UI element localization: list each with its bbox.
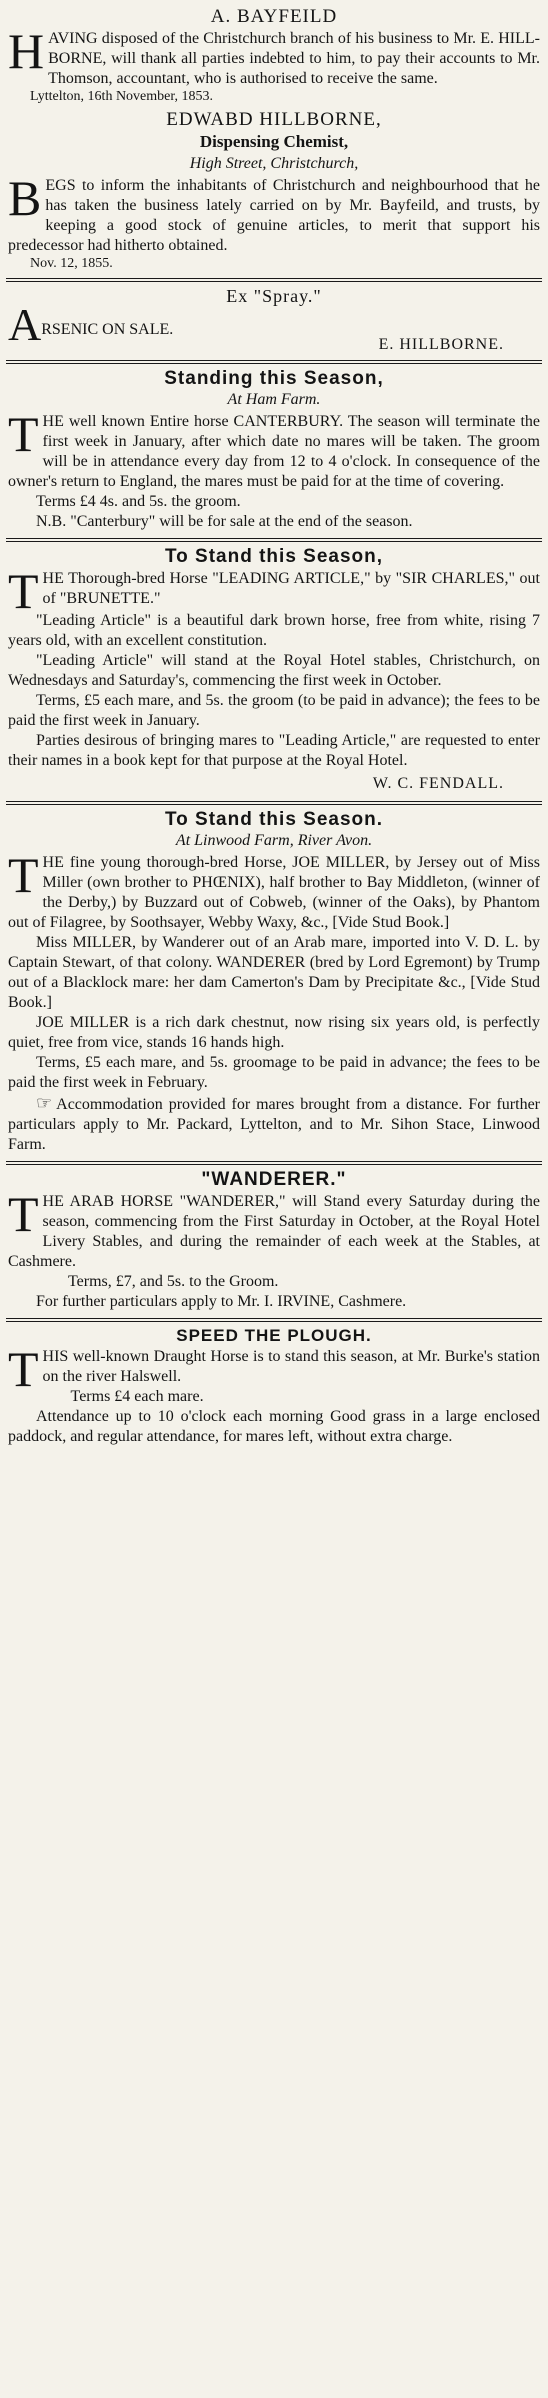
ad-paragraph: For further particulars apply to Mr. I. IRVINE, Cashmere. xyxy=(36,1293,407,1310)
drop-cap: T xyxy=(8,406,39,462)
ad-title: EDWABD HILLBORNE, xyxy=(166,109,382,130)
ad-paragraph: THE fine young thorough-bred Horse, JOE MILLER, by Jersey out of Miss Miller (own brother to PHŒNIX), half brother to Bay Middleton, (winner of the Derby,) by Buzzard out of Cobweb, (winner of the Oaks), by Phantom out of Filagree, by Soothsayer, Webby Waxy, &c., [Vide Stud Book.] xyxy=(8,847,540,931)
drop-cap: T xyxy=(8,563,39,619)
drop-cap: T xyxy=(8,1341,39,1397)
ad-paragraph: THE well known Entire horse CANTERBURY. The season will terminate the first week in January, after which date no mares will be taken. The groom will be in attendance every day from 12 to 4 o'clock. In consequence of the owner's return to England, the mares must be paid for at the time of covering. xyxy=(8,406,540,490)
ad-paragraph: Miss MILLER, by Wanderer out of an Arab mare, imported into V. D. L. by Captain Stewart, of that colony. WANDERER (bred by Lord Egremont) by Trump out of a Blacklock mare: her dam Camerton's Dam by Precipitate &c., [Vide Stud Book.] xyxy=(8,934,540,1011)
ad-title: Ex "Spray." xyxy=(226,286,322,306)
signature: E. HILLBORNE. xyxy=(378,336,504,353)
ad-subtitle: At Ham Farm. xyxy=(227,391,321,408)
ad-paragraph: N.B. "Canterbury" will be for sale at the end of the season. xyxy=(36,513,413,530)
ad-paragraph: Parties desirous of bringing mares to "Leading Article," are requested to enter their names in a book kept for that purpose at the Royal Hotel. xyxy=(8,732,540,769)
ad-body: ARSENIC ON SALE. xyxy=(8,299,174,350)
drop-cap: H xyxy=(8,23,45,79)
ad-paragraph: THIS well-known Draught Horse is to stand this season, at Mr. Burke's station on the river Halswell. xyxy=(8,1341,540,1397)
ad-terms: Terms, £5 each mare, and 5s. the groom (to be paid in advance); the fees to be paid the first week in January. xyxy=(8,692,540,729)
ad-hillborne xyxy=(6,109,542,272)
ad-arsenic xyxy=(6,286,542,354)
ad-speed-the-plough xyxy=(6,1326,542,1447)
ad-subtitle: At Linwood Farm, River Avon. xyxy=(175,832,373,849)
ad-body: HAVING disposed of the Christchurch branch of his business to Mr. E. HILL-BORNE, will thank all parties indebted to him, to pay their accounts to Mr. Thomson, accountant, who is authorised to receive the same. xyxy=(8,23,540,87)
ad-title: To Stand this Season. xyxy=(164,809,384,830)
divider xyxy=(6,278,542,282)
ad-paragraph: ☞ Accommodation provided for mares brought from a distance. For further particulars apply to Mr. Packard, Lyttelton, and to Mr. Sihon Stace, Linwood Farm. xyxy=(8,1093,540,1153)
ad-paragraph: THE ARAB HORSE "WANDERER," will Stand every Saturday during the season, commencing from the First Saturday in October, at the Royal Hotel Livery Stables, and during the remainder of each week at the Stables, at Cashmere. xyxy=(8,1186,540,1270)
drop-cap: T xyxy=(8,1186,39,1242)
ad-body: BEGS to inform the inhabitants of Christchurch and neighbourhood that he has taken the business lately carried on by Mr. Bayfeild, and trusts, by keeping a good stock of genuine articles, to merit that support his predecessor had hitherto obtained. xyxy=(8,170,540,254)
ad-terms: Terms, £5 each mare, and 5s. groomage to be paid in advance; the fees to be paid the first week in February. xyxy=(8,1054,540,1091)
ad-terms: Terms, £7, and 5s. to the Groom. xyxy=(68,1273,279,1290)
ad-title: SPEED THE PLOUGH. xyxy=(176,1326,372,1345)
signature: W. C. FENDALL. xyxy=(372,775,504,792)
dateline: Lyttelton, 16th November, 1853. xyxy=(30,89,213,104)
ad-title: "WANDERER." xyxy=(201,1169,347,1190)
pointing-hand-icon: ☞ xyxy=(36,1093,53,1113)
divider xyxy=(6,1318,542,1322)
ad-terms: Terms £4 4s. and 5s. the groom. xyxy=(36,493,241,510)
ad-paragraph: THE Thorough-bred Horse "LEADING ARTICLE," by "SIR CHARLES," out of "BRUNETTE." xyxy=(8,563,540,619)
ad-bayfeild xyxy=(6,6,542,105)
divider xyxy=(6,801,542,805)
drop-cap: T xyxy=(8,847,39,903)
divider xyxy=(6,538,542,542)
ad-joe-miller xyxy=(6,809,542,1155)
ad-wanderer xyxy=(6,1169,542,1312)
ad-paragraph: "Leading Article" will stand at the Royal Hotel stables, Christchurch, on Wednesdays and Saturday's, commencing the first week in October. xyxy=(8,652,540,689)
divider xyxy=(6,1161,542,1165)
ad-paragraph: "Leading Article" is a beautiful dark brown horse, free from white, rising 7 years old, with an excellent constitution. xyxy=(8,612,540,649)
ad-title: A. BAYFEILD xyxy=(210,6,338,27)
ad-address: High Street, Christchurch, xyxy=(189,155,359,172)
ad-title: To Stand this Season, xyxy=(164,546,384,567)
ad-terms: Terms £4 each mare. xyxy=(70,1388,204,1405)
ad-paragraph: JOE MILLER is a rich dark chestnut, now rising six years old, is perfectly quiet, free from vice, stands 16 hands high. xyxy=(8,1014,540,1051)
divider xyxy=(6,360,542,364)
ad-subtitle: Dispensing Chemist, xyxy=(199,132,349,151)
ad-canterbury xyxy=(6,368,542,532)
ad-title: Standing this Season, xyxy=(164,368,384,389)
ad-paragraph: Attendance up to 10 o'clock each morning Good grass in a large enclosed paddock, and regular attendance, for mares left, without extra charge. xyxy=(8,1408,540,1445)
drop-cap: B xyxy=(8,170,42,226)
ad-leading-article xyxy=(6,546,542,795)
drop-cap: A xyxy=(8,299,42,350)
dateline: Nov. 12, 1855. xyxy=(30,256,113,271)
